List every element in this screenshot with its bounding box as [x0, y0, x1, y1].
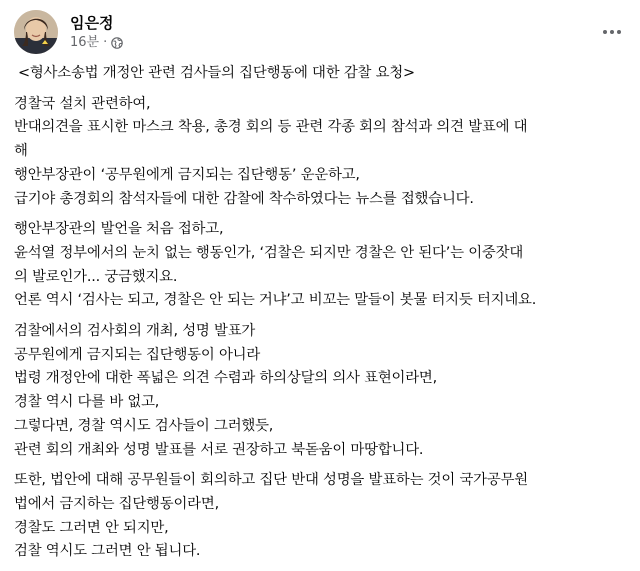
- text-line: 언론 역시 ‘검사는 되고, 경찰은 안 되는 거냐’고 비꼬는 말들이 봇물 터지듯 터지네요.: [14, 292, 537, 309]
- more-options-icon[interactable]: [598, 18, 626, 46]
- post-body: [14, 62, 626, 571]
- globe-icon[interactable]: [111, 37, 123, 49]
- text-line: 경찰도 그러면 안 되지만,: [14, 519, 169, 536]
- text-line: 경찰국 설치 관련하여,: [14, 95, 151, 112]
- author-block: [70, 13, 123, 52]
- text-line: 의 발로인가... 궁금했지요.: [14, 268, 178, 285]
- paragraph-4: [14, 469, 626, 564]
- text-line: 관련 회의 개최와 성명 발표를 서로 권장하고 북돋움이 마땅합니다.: [14, 441, 424, 458]
- paragraph-1: [14, 93, 626, 212]
- avatar[interactable]: [14, 10, 58, 54]
- author-name[interactable]: 임은정: [70, 13, 114, 32]
- post-time[interactable]: 16분: [70, 34, 100, 50]
- text-line: 검찰 역시도 그러면 안 됩니다.: [14, 543, 201, 560]
- text-line: 반대의견을 표시한 마스크 착용, 총경 회의 등 관련 각종 회의 참석과 의견 발표에 대: [14, 119, 528, 136]
- text-line: 공무원에게 금지되는 집단행동이 아니라: [14, 346, 261, 363]
- paragraph-3: [14, 320, 626, 462]
- text-line: 법령 개정안에 대한 폭넓은 의견 수렴과 하의상달의 의사 표현이라면,: [14, 370, 438, 387]
- text-line: 또한, 법안에 대해 공무원들이 회의하고 집단 반대 성명을 발표하는 것이 국가공무원: [14, 472, 528, 489]
- avatar-photo-icon: [14, 10, 58, 54]
- paragraph-2: [14, 218, 626, 313]
- text-line: 검찰에서의 검사회의 개최, 성명 발표가: [14, 323, 256, 340]
- text-line: 행안부장관이 ‘공무원에게 금지되는 집단행동’ 운운하고,: [14, 166, 360, 183]
- text-line: 해: [14, 143, 28, 160]
- text-line: 법에서 금지하는 집단행동이라면,: [14, 495, 219, 512]
- post-title: <형사소송법 개정안 관련 검사들의 집단행동에 대한 감찰 요청>: [18, 65, 415, 81]
- meta-separator: ·: [103, 34, 108, 50]
- text-line: 그렇다면, 경찰 역시도 검사들이 그러했듯,: [14, 417, 274, 434]
- text-line: 윤석열 정부에서의 눈치 없는 행동인가, ‘검찰은 되지만 경찰은 안 된다’는 이중잣대: [14, 244, 524, 261]
- text-line: 급기야 총경회의 참석자들에 대한 감찰에 착수하였다는 뉴스를 접했습니다.: [14, 190, 474, 207]
- text-line: 경찰 역시 다를 바 없고,: [14, 394, 160, 411]
- text-line: 행안부장관의 발언을 처음 접하고,: [14, 221, 224, 238]
- post-meta: [70, 34, 123, 52]
- post-header: [14, 8, 123, 56]
